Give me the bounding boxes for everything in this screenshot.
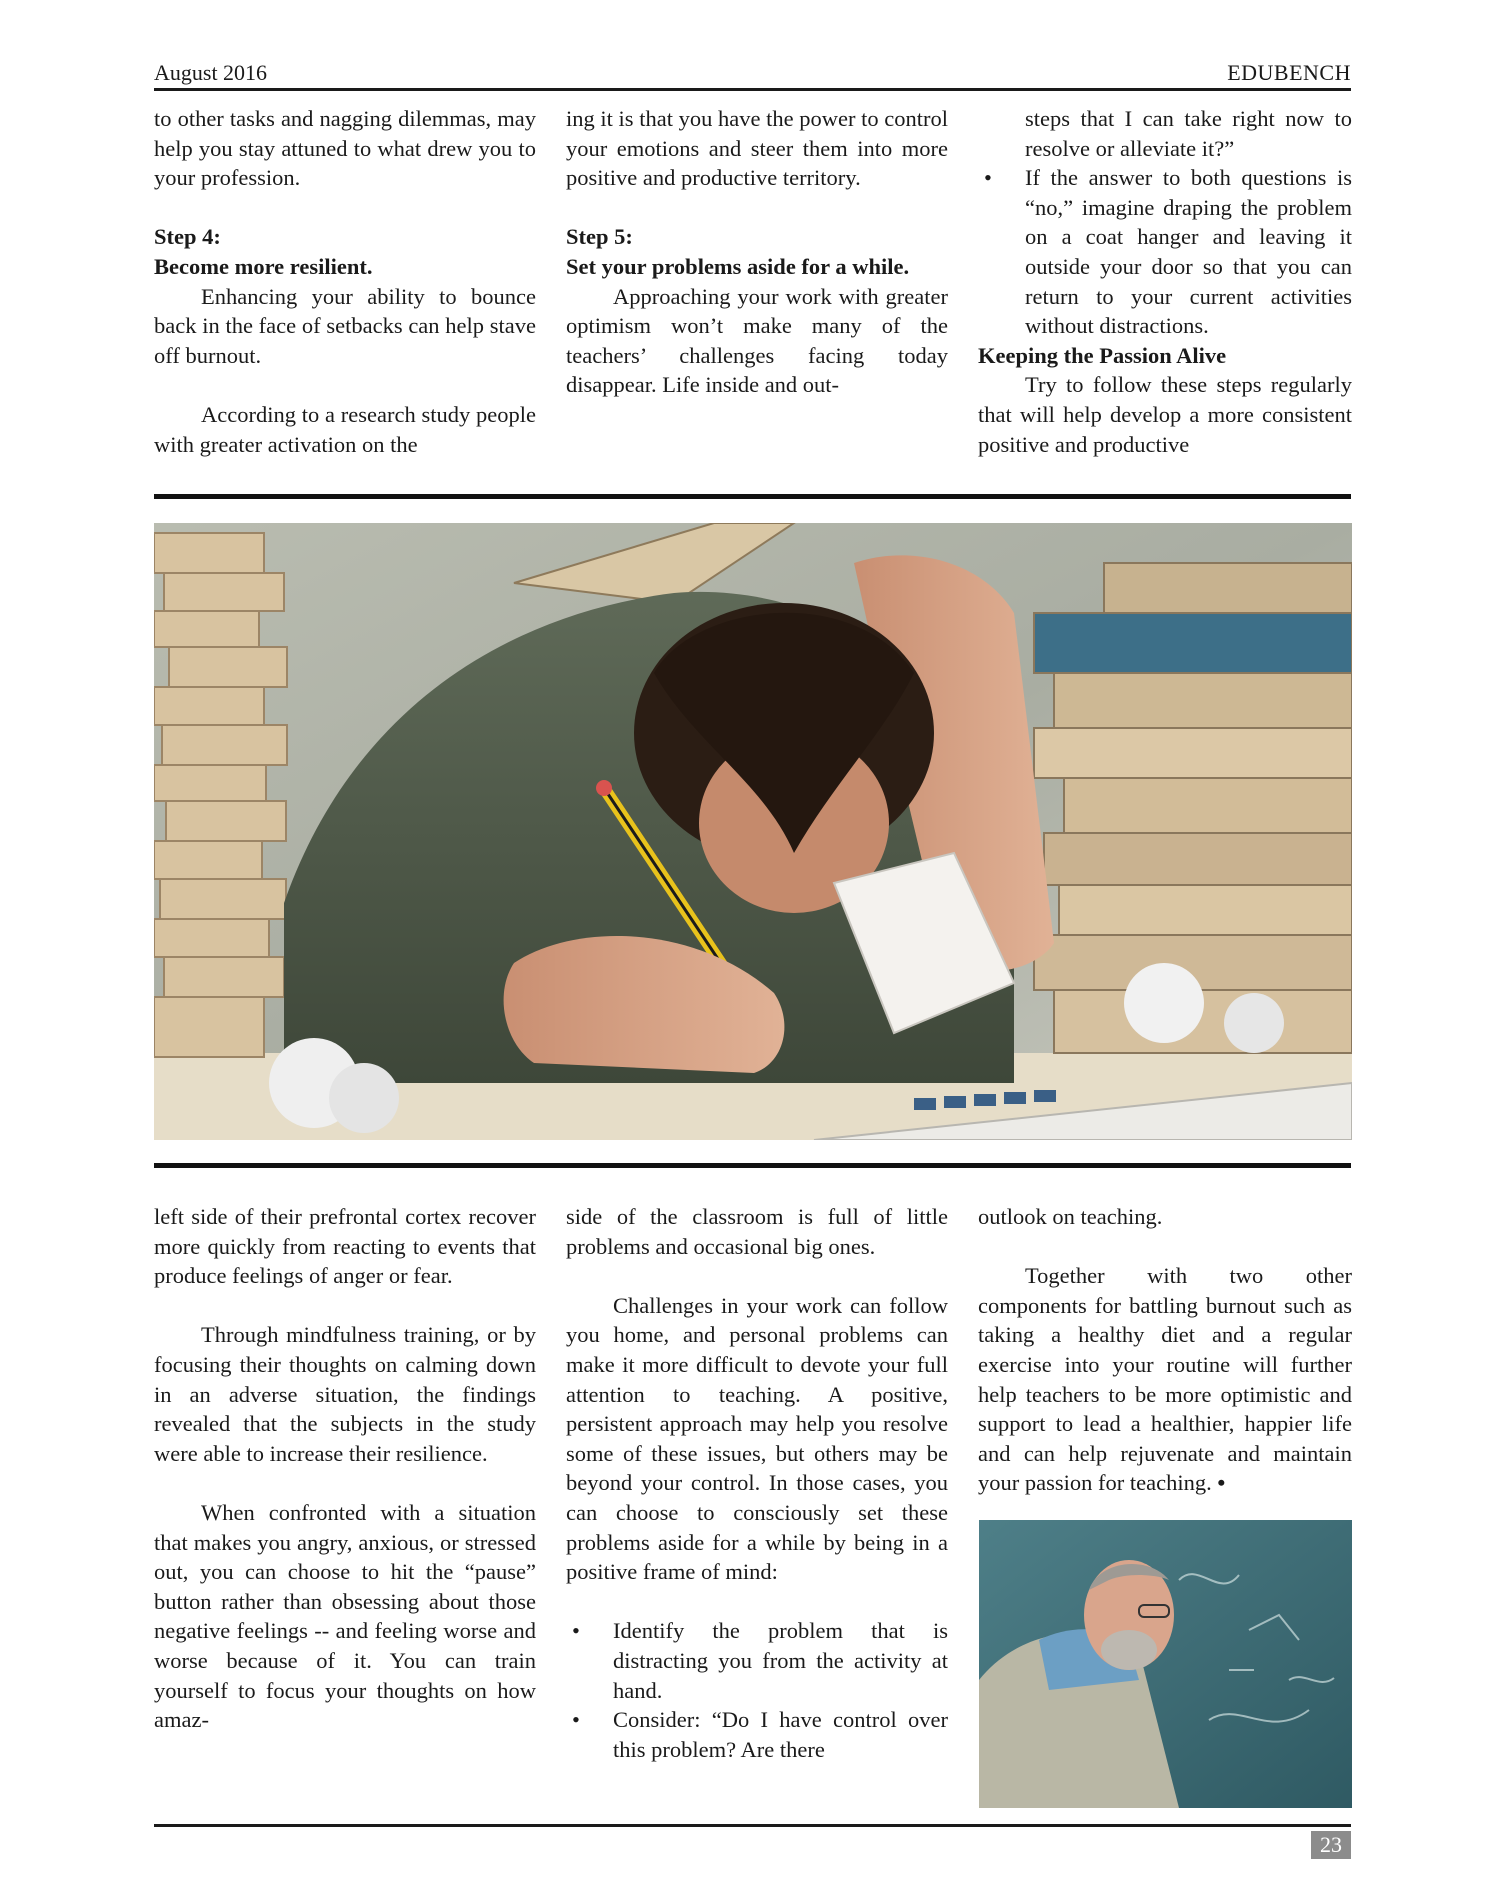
paragraph: Enhancing your ability to bounce back in the face of setbacks can help stave off burnout. bbox=[154, 283, 536, 368]
bottom-column-1 bbox=[154, 1202, 536, 1735]
running-header bbox=[154, 58, 1351, 88]
paragraph: side of the classroom is full of little problems and occasional big ones. bbox=[566, 1204, 948, 1259]
step-title: Set your problems aside for a while. bbox=[566, 253, 910, 279]
bullet-item: • If the answer to both questions is “no,” imagine draping the problem on a coat hanger and leaving it outside your door so that you can return to your current activities without distractions. bbox=[978, 163, 1352, 341]
image-rule-bottom bbox=[154, 1163, 1351, 1168]
paragraph: Through mindfulness training, or by focusing their thoughts on calming down in an adverse situation, the findings revealed that the subjects in the study were able to increase their resilience. bbox=[154, 1322, 536, 1466]
bullet-continuation: steps that I can take right now to resolve or alleviate it?” bbox=[1025, 106, 1352, 161]
paragraph: outlook on teaching. bbox=[978, 1204, 1163, 1229]
bullet-item: • Identify the problem that is distracting you from the activity at hand. bbox=[566, 1616, 948, 1705]
header-rule bbox=[154, 88, 1351, 91]
paragraph: Challenges in your work can follow you home, and personal problems can make it more difficult to devote your full attention to teaching. A positive, persistent approach may help you resolve some of these issues, but others may be beyond your control. In those cases, you can choose to consciously set these problems aside for a while by being in a positive frame of mind: bbox=[566, 1292, 948, 1585]
image-rule-top bbox=[154, 494, 1351, 499]
page-number: 23 bbox=[1311, 1831, 1351, 1859]
paragraph: Approaching your work with greater optimism won’t make many of the teachers’ challenges facing today disappear. Life inside and out- bbox=[566, 283, 948, 398]
footer-rule bbox=[154, 1824, 1351, 1827]
paragraph: According to a research study people with greater activation on the bbox=[154, 401, 536, 457]
step-label: Step 5: bbox=[566, 224, 633, 250]
top-column-1 bbox=[154, 104, 536, 459]
stressed-student-photo bbox=[154, 523, 1352, 1140]
teacher-at-chalkboard-photo bbox=[979, 1520, 1352, 1808]
paragraph: ing it is that you have the power to control your emotions and steer them into more positive and productive territory. bbox=[566, 106, 948, 191]
paragraph: When confronted with a situation that makes you angry, anxious, or stressed out, you can choose to hit the “pause” button rather than obsessing about those negative feelings -- and feeling worse and worse because of it. You can train yourself to focus your thoughts on how amaz- bbox=[154, 1499, 536, 1733]
publication-name: EDUBENCH bbox=[1227, 60, 1351, 85]
paragraph: Try to follow these steps regularly that will help develop a more consistent positive and productive bbox=[978, 372, 1352, 457]
step-title: Become more resilient. bbox=[154, 253, 373, 279]
bottom-column-2 bbox=[566, 1202, 948, 1764]
section-heading: Keeping the Passion Alive bbox=[978, 342, 1227, 368]
bottom-column-3 bbox=[978, 1202, 1352, 1498]
paragraph-text: Together with two other components for battling burnout such as taking a healthy diet and a regular exercise into your routine will further help teachers to be more optimistic and support to lead a healthier, happier life and can help rejuvenate and maintain your passion for teaching. bbox=[978, 1263, 1352, 1496]
top-column-2 bbox=[566, 104, 948, 400]
bullet-item: • Consider: “Do I have control over this problem? Are there bbox=[566, 1705, 948, 1764]
step-label: Step 4: bbox=[154, 224, 221, 250]
end-mark: • bbox=[1217, 1470, 1226, 1496]
paragraph: left side of their prefrontal cortex recover more quickly from reacting to events that produce feelings of anger or fear. bbox=[154, 1204, 536, 1289]
issue-date: August 2016 bbox=[154, 60, 268, 85]
paragraph: to other tasks and nagging dilemmas, may help you stay attuned to what drew you to your profession. bbox=[154, 106, 536, 191]
top-column-3 bbox=[978, 104, 1352, 459]
paragraph bbox=[978, 1261, 1352, 1498]
